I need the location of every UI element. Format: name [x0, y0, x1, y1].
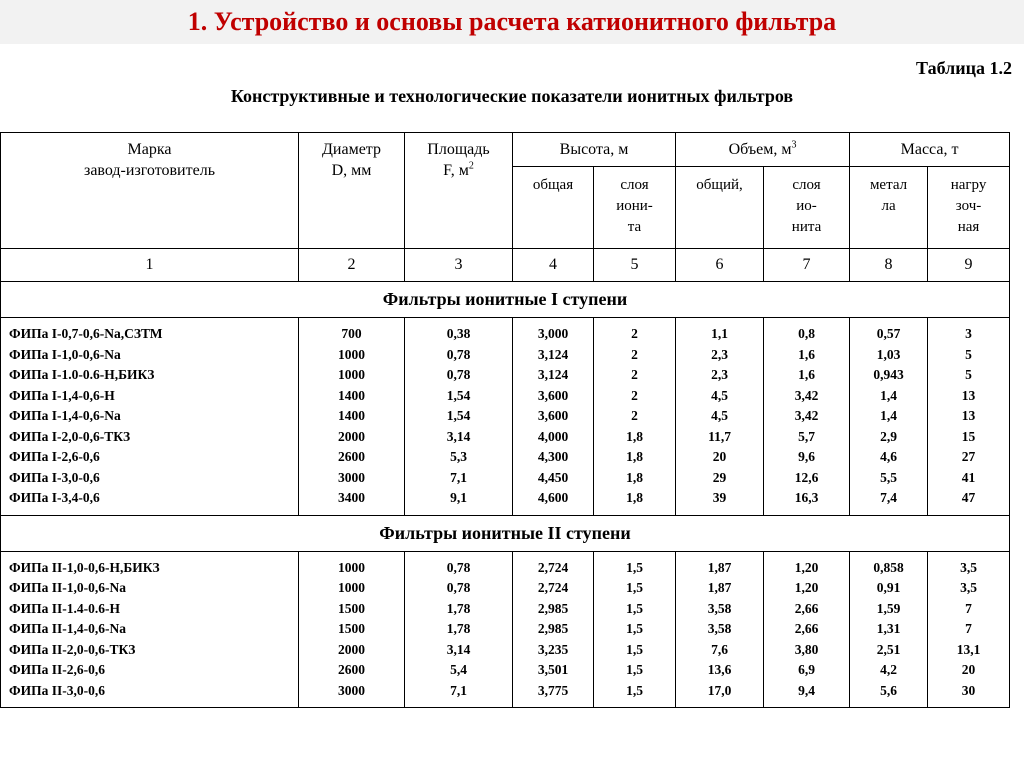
table-cell: 3000: [338, 682, 365, 698]
filter-name: ФИПа I-3,4-0,6: [9, 490, 100, 505]
filter-name: ФИПа I-1.0-0.6-Н,БИКЗ: [9, 367, 155, 382]
table-cell: 5,4: [450, 662, 467, 677]
table-cell: 4,450: [537, 469, 569, 485]
table-cell: 0,858: [873, 559, 904, 575]
table-cell: 7,4: [880, 490, 897, 505]
table-cell: 6,9: [798, 662, 815, 677]
table-cell: 29: [712, 469, 727, 485]
table-cell: 4,2: [880, 662, 897, 677]
section-title: Фильтры ионитные II ступени: [1, 515, 1010, 551]
table-cell: 2,724: [537, 559, 569, 575]
column-number: 7: [764, 249, 850, 282]
values-column: [513, 318, 594, 516]
table-cell: 1,20: [794, 559, 819, 575]
table-cell: 1400: [338, 387, 365, 403]
table-cell: 30: [961, 682, 976, 698]
table-cell: 1,87: [707, 580, 732, 595]
table-cell: 11,7: [708, 428, 731, 444]
header-height-total: общая: [513, 167, 594, 249]
table-cell: 0,78: [446, 559, 471, 575]
filter-name: ФИПа I-1,4-0,6-Н: [9, 387, 115, 403]
table-cell: 7: [965, 621, 972, 636]
table-cell: 13,6: [707, 662, 732, 677]
table-cell: 1,03: [876, 346, 901, 362]
table-cell: 3,58: [707, 621, 732, 636]
table-cell: 2: [631, 346, 638, 362]
table-cell: 3,501: [537, 662, 569, 677]
table-cell: 47: [961, 490, 976, 505]
table-cell: 2,66: [794, 600, 819, 616]
table-cell: 3,600: [537, 408, 569, 423]
filter-name: ФИПа II-1.4-0.6-Н: [9, 600, 120, 616]
values-column: [299, 318, 405, 516]
filter-name: ФИПа I-2,0-0,6-ТКЗ: [9, 428, 131, 444]
table-cell: 700: [341, 326, 362, 341]
table-cell: 1400: [338, 408, 365, 423]
table-cell: 7,6: [711, 641, 728, 657]
values-column: [676, 318, 764, 516]
table-cell: 2,3: [711, 367, 728, 382]
section-title-row: [1, 282, 1010, 318]
table-cell: 2,9: [880, 428, 897, 444]
title-bar: [0, 0, 1024, 44]
table-cell: 1,31: [876, 621, 901, 636]
header-height: Высота, м: [513, 133, 676, 167]
table-cell: 1,5: [626, 641, 643, 657]
table-number: Таблица 1.2: [916, 58, 1012, 78]
table-cell: 3000: [338, 469, 365, 485]
table-cell: 3,235: [537, 641, 569, 657]
table-cell: 1,4: [880, 408, 897, 423]
table-cell: 2,51: [876, 641, 901, 657]
column-number: 3: [405, 249, 513, 282]
values-column: [850, 318, 928, 516]
table-cell: 0,8: [798, 326, 815, 341]
table-cell: 3,600: [537, 387, 569, 403]
table-cell: 0,91: [876, 580, 901, 595]
filter-name: ФИПа II-2,6-0,6: [9, 662, 105, 677]
header-height-layer: слоя иони- та: [594, 167, 676, 249]
table-cell: 1,6: [798, 367, 815, 382]
table-cell: 2,985: [537, 600, 569, 616]
table-cell: 2: [631, 408, 638, 423]
filter-name: ФИПа I-3,0-0,6: [9, 469, 100, 485]
table-cell: 1,5: [626, 559, 643, 575]
table-cell: 1,5: [626, 600, 643, 616]
table-cell: 5,3: [450, 449, 467, 464]
table-cell: 4,600: [537, 490, 569, 505]
table-cell: 1,8: [626, 490, 643, 505]
table-cell: 3,42: [794, 408, 819, 423]
table-cell: 2600: [338, 449, 365, 464]
filters-table: [0, 132, 1010, 708]
section-title-row: [1, 515, 1010, 551]
table-cell: 5,6: [880, 682, 897, 698]
table-cell: 9,1: [450, 490, 467, 505]
table-cell: 4,5: [711, 408, 728, 423]
values-column: [676, 551, 764, 708]
table-cell: 3,58: [707, 600, 732, 616]
header-row-top: [1, 133, 1010, 167]
values-column: [928, 551, 1010, 708]
column-number: 1: [1, 249, 299, 282]
section-data-row: [1, 551, 1010, 708]
table-cell: 5,7: [798, 428, 815, 444]
table-cell: 1,5: [626, 621, 643, 636]
table-cell: 1,59: [876, 600, 901, 616]
table-cell: 1,1: [711, 326, 728, 341]
values-column: [928, 318, 1010, 516]
table-cell: 1500: [338, 600, 365, 616]
table-cell: 1,5: [626, 580, 643, 595]
table-cell: 2600: [338, 662, 365, 677]
filter-name: ФИПа I-1,0-0,6-Na: [9, 346, 121, 362]
column-number: 6: [676, 249, 764, 282]
header-area: Площадь F, $м^2$: [405, 133, 513, 249]
filter-name: ФИПа II-1,0-0,6-Н,БИКЗ: [9, 559, 160, 575]
table-cell: 2,66: [794, 621, 819, 636]
table-cell: 5,5: [880, 469, 897, 485]
table-cell: 13: [961, 408, 976, 423]
table-cell: 1,54: [446, 387, 471, 403]
values-column: [764, 318, 850, 516]
table-cell: 1,8: [626, 428, 643, 444]
section-data-row: [1, 318, 1010, 516]
table-cell: 16,3: [794, 490, 819, 505]
column-number: 5: [594, 249, 676, 282]
header-volume-layer: слоя ио- нита: [764, 167, 850, 249]
table-cell: 3,124: [537, 367, 569, 382]
table-cell: 1,5: [626, 682, 643, 698]
values-column: [299, 551, 405, 708]
header-volume-total: общий,: [676, 167, 764, 249]
column-numbers-row: [1, 249, 1010, 282]
table-cell: 3,5: [960, 559, 977, 575]
table-cell: 4,6: [880, 449, 897, 464]
table-cell: 2: [631, 367, 638, 382]
table-cell: 17,0: [707, 682, 732, 698]
table-cell: 0,78: [446, 346, 471, 362]
filter-names-column: [1, 318, 299, 516]
filter-name: ФИПа II-3,0-0,6: [9, 682, 105, 698]
table-cell: 0,57: [876, 326, 901, 341]
filter-name: ФИПа II-2,0-0,6-ТКЗ: [9, 641, 136, 657]
table-cell: 39: [712, 490, 727, 505]
filter-name: ФИПа I-1,4-0,6-Na: [9, 408, 121, 423]
values-column: [850, 551, 928, 708]
table-cell: 20: [712, 449, 727, 464]
table-cell: 2000: [338, 641, 365, 657]
table-cell: 13,1: [956, 641, 981, 657]
table-cell: 2000: [338, 428, 365, 444]
table-cell: 41: [961, 469, 976, 485]
values-column: [513, 551, 594, 708]
table-cell: 2: [631, 387, 638, 403]
table-cell: 1,54: [446, 408, 471, 423]
table-cell: 9,4: [798, 682, 815, 698]
table-cell: 5: [965, 367, 972, 382]
table-cell: 1000: [338, 346, 365, 362]
table-cell: 3: [965, 326, 972, 341]
values-column: [594, 318, 676, 516]
table-cell: 9,6: [798, 449, 815, 464]
table-cell: 1000: [338, 367, 365, 382]
section-title: Фильтры ионитные I ступени: [1, 282, 1010, 318]
table-cell: 0,78: [446, 580, 471, 595]
table-cell: 3,80: [794, 641, 819, 657]
table-cell: 1,8: [626, 469, 643, 485]
table-cell: 3,775: [537, 682, 569, 698]
table-caption: Конструктивные и технологические показатели ионитных фильтров: [230, 86, 794, 106]
table-cell: 2: [631, 326, 638, 341]
table-cell: 1,6: [798, 346, 815, 362]
table-cell: 1000: [338, 580, 365, 595]
table-cell: 12,6: [794, 469, 819, 485]
table-cell: 3,000: [537, 326, 569, 341]
table-cell: 7: [965, 600, 972, 616]
table-cell: 1,20: [794, 580, 819, 595]
column-number: 2: [299, 249, 405, 282]
table-cell: 20: [961, 662, 976, 677]
header-mass: Масса, т: [850, 133, 1010, 167]
filter-name: ФИПа I-2,6-0,6: [9, 449, 100, 464]
table-cell: 1,4: [880, 387, 897, 403]
table-cell: 0,943: [873, 367, 904, 382]
header-brand: Марка завод-изготовитель: [1, 133, 299, 249]
table-cell: 2,724: [537, 580, 569, 595]
table-cell: 3400: [338, 490, 365, 505]
table-cell: 13: [961, 387, 976, 403]
table-cell: 15: [961, 428, 976, 444]
header-volume: Объем, $м^3$: [676, 133, 850, 167]
table-cell: 1,78: [446, 600, 471, 616]
header-mass-metal: метал ла: [850, 167, 928, 249]
header-mass-load: нагру зоч- ная: [928, 167, 1010, 249]
table-cell: 1,8: [626, 449, 643, 464]
filter-name: ФИПа I-0,7-0,6-Na,СЗТМ: [9, 326, 163, 341]
table-cell: 1000: [338, 559, 365, 575]
filter-name: ФИПа II-1,0-0,6-Na: [9, 580, 126, 595]
table-cell: 0,38: [446, 326, 471, 341]
table-cell: 3,5: [960, 580, 977, 595]
values-column: [405, 318, 513, 516]
table-cell: 27: [961, 449, 976, 464]
column-number: 8: [850, 249, 928, 282]
filter-names-column: [1, 551, 299, 708]
column-number: 4: [513, 249, 594, 282]
table-cell: 0,78: [446, 367, 471, 382]
filter-name: ФИПа II-1,4-0,6-Na: [9, 621, 126, 636]
table-cell: 7,1: [450, 682, 467, 698]
values-column: [594, 551, 676, 708]
table-cell: 4,000: [537, 428, 569, 444]
table-cell: 3,42: [794, 387, 819, 403]
table-cell: 3,14: [446, 428, 471, 444]
values-column: [405, 551, 513, 708]
table-cell: 4,300: [537, 449, 569, 464]
table-cell: 2,985: [537, 621, 569, 636]
table-cell: 5: [965, 346, 972, 362]
table-cell: 7,1: [450, 469, 467, 485]
slide-title: 1. Устройство и основы расчета катионитного фильтра: [187, 7, 837, 36]
table-cell: 2,3: [711, 346, 728, 362]
values-column: [764, 551, 850, 708]
column-number: 9: [928, 249, 1010, 282]
table-cell: 3,14: [446, 641, 471, 657]
table-cell: 4,5: [711, 387, 728, 403]
table-cell: 1,78: [446, 621, 471, 636]
table-cell: 1,5: [626, 662, 643, 677]
table-cell: 1500: [338, 621, 365, 636]
table-cell: 1,87: [707, 559, 732, 575]
table-cell: 3,124: [537, 346, 569, 362]
header-diameter: Диаметр D, мм: [299, 133, 405, 249]
